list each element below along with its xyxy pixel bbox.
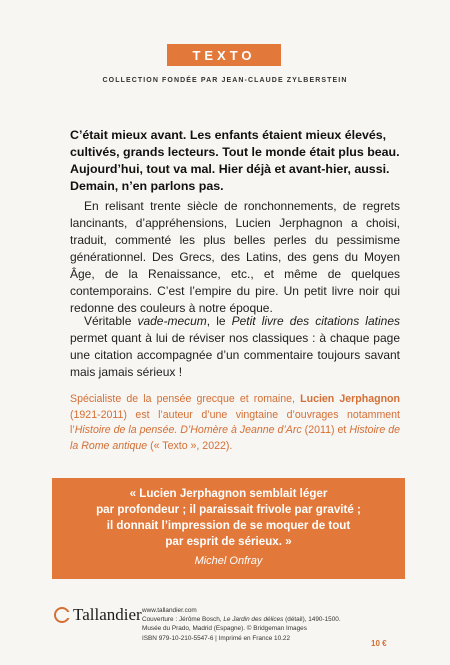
description-paragraph-2 xyxy=(70,313,400,381)
tallandier-c-logo-icon xyxy=(54,607,70,623)
para2-text-1: Véritable xyxy=(84,314,138,328)
collection-brand-badge xyxy=(167,44,281,66)
credit-artwork-title: Le Jardin des délices xyxy=(223,616,284,624)
credit-line-1 xyxy=(142,615,392,624)
testimonial-quote-box xyxy=(52,478,405,579)
collection-founder-line: COLLECTION FONDÉE PAR JEAN-CLAUDE ZYLBERSTEIN xyxy=(102,77,348,84)
bio-work-1: Histoire de la pensée. D’Homère à Jeanne d’Arc xyxy=(74,424,302,436)
bio-text-4: (« Texto », 2022). xyxy=(147,439,233,452)
lead-line: Aujourd’hui, tout va mal. Hier déjà et avant-hier, aussi. xyxy=(70,162,390,176)
para2-text-3: permet quant à lui de réviser nos classiques : à chaque page une citation accompagnée d’un commentaire toujours savant mais jamais sérieux ! xyxy=(70,331,400,379)
quote-line: par profondeur ; il paraissait frivole par gravité ; xyxy=(96,503,361,516)
para2-text-2: , le xyxy=(206,314,232,328)
lead-line: Demain, n’en parlons pas. xyxy=(70,179,224,193)
quote-line: « Lucien Jerphagnon semblait léger xyxy=(129,487,328,500)
bio-text-2: (1921-2011) est l’auteur d’une vingtaine d’ouvrages notamment l’ xyxy=(70,408,400,436)
price-label: 10 € xyxy=(371,639,387,648)
lead-line: cultivés, grands lecteurs. Tout le monde était plus beau. xyxy=(70,145,400,159)
bio-text-3: (2011) et xyxy=(301,424,350,436)
quote-line: par esprit de sérieux. » xyxy=(165,535,292,548)
publisher-website: www.tallandier.com xyxy=(142,607,197,614)
para2-book-title: Petit livre des citations latines xyxy=(231,314,400,328)
publisher-name: Tallandier xyxy=(73,605,142,624)
cover-credits xyxy=(142,606,392,643)
author-bio xyxy=(70,392,400,454)
credit-text: Couverture : Jérôme Bosch, xyxy=(142,616,224,624)
brand-label: TEXTO xyxy=(192,47,256,63)
bio-author-name: Lucien Jerphagnon xyxy=(300,393,400,405)
credit-text: (détail), 1490-1500. xyxy=(283,616,341,624)
isbn-line: ISBN 979-10-210-5547-6 | Imprimé en France 10.22 xyxy=(142,634,291,642)
publisher-logo xyxy=(54,603,142,627)
bio-work-2: Histoire de la Rome antique xyxy=(70,424,400,452)
credit-line-2: Musée du Prado, Madrid (Espagne). © Bridgeman Images xyxy=(142,625,307,633)
para2-vademecum: vade-mecum xyxy=(137,314,207,328)
quote-author: Michel Onfray xyxy=(194,555,263,567)
description-paragraph-1: En relisant trente siècle de ronchonnements, de regrets lancinants, d’appréhensions, Lucien Jerphagnon a choisi, traduit, commenté les plus belles perles du pessimisme générationnel. Des Grecs, des Latins, des gens du Moyen Âge, de la Renaissance, etc., et même de quelques contemporains. C’est l’empire du pire. Un petit livre noir qui redonne des couleurs à notre époque. xyxy=(70,199,400,315)
bio-text-1: Spécialiste de la pensée grecque et romaine, xyxy=(70,393,301,405)
lead-line: C’était mieux avant. Les enfants étaient mieux élevés, xyxy=(70,128,387,142)
quote-line: il donnait l’impression de se moquer de tout xyxy=(106,519,351,532)
lead-blurb xyxy=(70,127,400,195)
